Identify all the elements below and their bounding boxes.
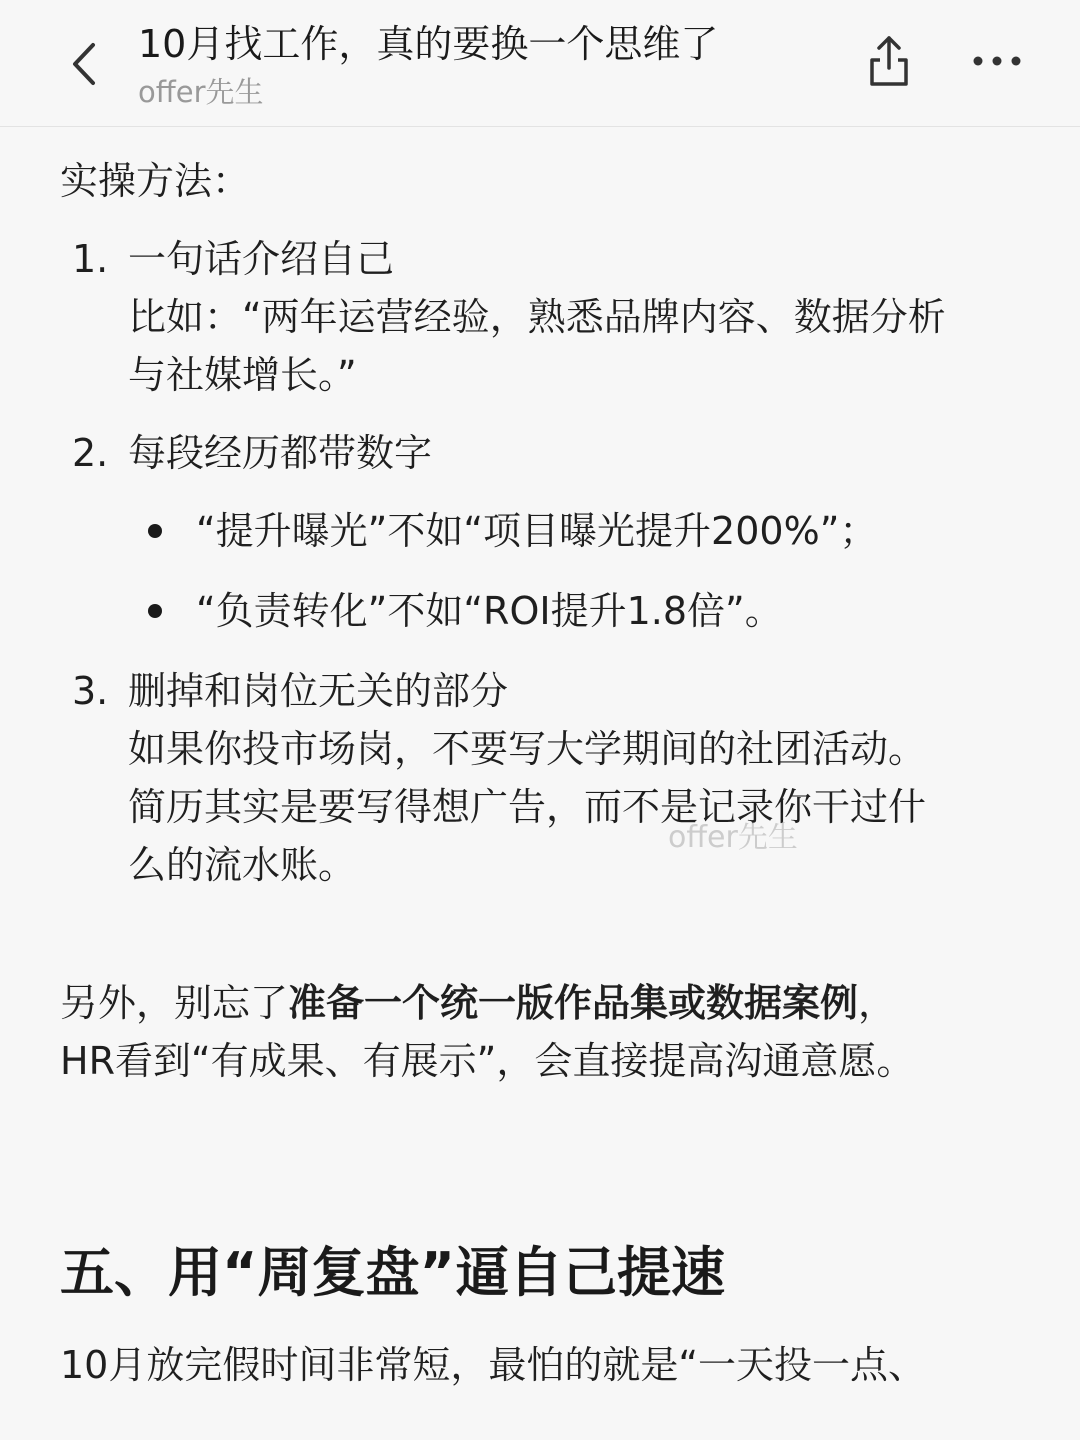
list-item: [148, 502, 1020, 560]
extra-text: 另外，别忘了: [60, 981, 289, 1025]
extra-line-1: [60, 974, 1020, 1032]
step-text-line: 么的流水账。: [128, 843, 357, 887]
step-2: [60, 424, 1020, 482]
method-label: 实操方法：: [60, 159, 251, 203]
section-heading: 五、用“周复盘”逼自己提速: [60, 1241, 725, 1304]
section-first-line: 10月放完假时间非常短，最怕的就是“一天投一点、: [60, 1343, 927, 1387]
nav-header: [0, 0, 1080, 127]
bullet-text: “负责转化”不如“ROI提升1.8倍”。: [196, 589, 783, 633]
bullet-text: “提升曝光”不如“项目曝光提升200%”；: [196, 509, 878, 553]
chevron-left-icon: [69, 41, 99, 87]
share-button[interactable]: [860, 30, 918, 92]
article-body: [60, 140, 1020, 1394]
extra-text: ，: [858, 981, 897, 1025]
share-icon: [867, 34, 911, 88]
page-title: 10月找工作，真的要换一个思维了: [138, 22, 719, 66]
bullet-dot: [148, 604, 162, 618]
more-dots-icon: [972, 55, 1022, 67]
extra-highlight: 准备一个统一版作品集或数据案例: [288, 981, 859, 1025]
step-title: 删掉和岗位无关的部分: [128, 669, 509, 713]
step-title: 一句话介绍自己: [128, 237, 395, 281]
step-3: [60, 662, 1020, 894]
step-number: 1.: [72, 237, 109, 281]
step-title: 每段经历都带数字: [128, 431, 433, 475]
author-name[interactable]: offer先生: [138, 75, 264, 109]
bullet-dot: [148, 524, 162, 538]
more-button[interactable]: [964, 36, 1030, 86]
step-text-line: 比如：“两年运营经验，熟悉品牌内容、数据分析: [128, 295, 946, 339]
extra-paragraph: [60, 974, 1020, 1090]
step-1: [60, 230, 1020, 404]
step-text-line: 如果你投市场岗，不要写大学期间的社团活动。: [128, 727, 927, 771]
title-block: [138, 18, 798, 112]
back-button[interactable]: [58, 34, 110, 94]
extra-line-2: HR看到“有成果、有展示”，会直接提高沟通意愿。: [60, 1039, 915, 1083]
list-item: [148, 582, 1020, 640]
step-number: 2.: [72, 431, 109, 475]
step-text-line: 与社媒增长。”: [128, 353, 357, 397]
step-number: 3.: [72, 669, 109, 713]
bullet-list: [60, 502, 1020, 640]
watermark: offer先生: [668, 820, 798, 855]
step-text-line: 简历其实是要写得想广告，而不是记录你干过什: [128, 785, 927, 829]
